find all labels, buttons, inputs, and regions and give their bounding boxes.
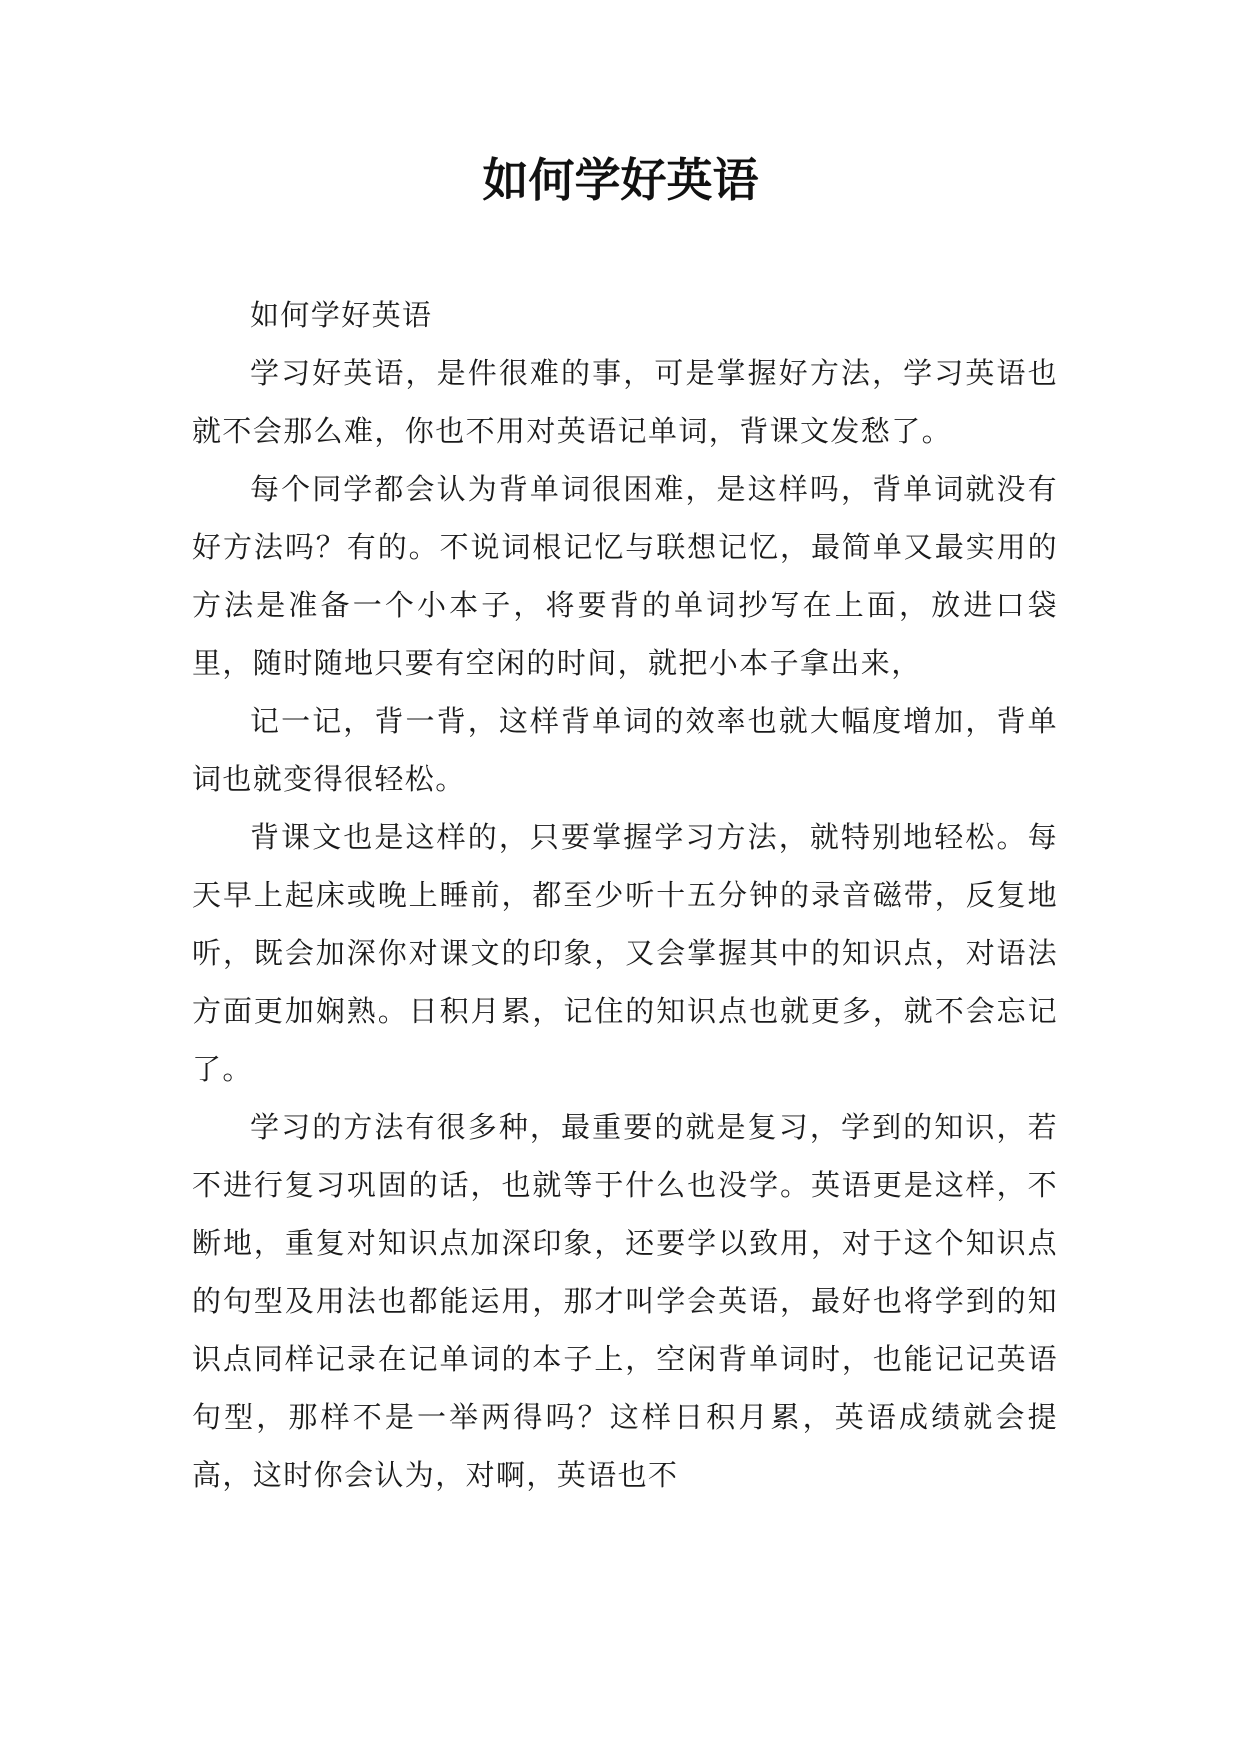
- paragraph: 每个同学都会认为背单词很困难，是这样吗，背单词就没有好方法吗？有的。不说词根记忆与联想记忆，最简单又最实用的方法是准备一个小本子，将要背的单词抄写在上面，放进口袋里，随时随地只要有空闲的时间，就把小本子拿出来，: [192, 472, 1058, 680]
- document-body: [192, 286, 1058, 1504]
- paragraph: 如何学好英语: [250, 298, 433, 332]
- document-title: 如何学好英语: [482, 153, 759, 207]
- paragraph: 学习好英语，是件很难的事，可是掌握好方法，学习英语也就不会那么难，你也不用对英语记单词，背课文发愁了。: [192, 356, 1058, 448]
- paragraph: 学习的方法有很多种，最重要的就是复习，学到的知识，若不进行复习巩固的话，也就等于什么也没学。英语更是这样，不断地，重复对知识点加深印象，还要学以致用，对于这个知识点的句型及用法也都能运用，那才叫学会英语，最好也将学到的知识点同样记录在记单词的本子上，空闲背单词时，也能记记英语句型，那样不是一举两得吗？这样日积月累，英语成绩就会提高，这时你会认为，对啊，英语也不: [192, 1110, 1058, 1492]
- paragraph: 背课文也是这样的，只要掌握学习方法，就特别地轻松。每天早上起床或晚上睡前，都至少听十五分钟的录音磁带，反复地听，既会加深你对课文的印象，又会掌握其中的知识点，对语法方面更加娴熟。日积月累，记住的知识点也就更多，就不会忘记了。: [192, 820, 1058, 1086]
- paragraph: 记一记，背一背，这样背单词的效率也就大幅度增加，背单词也就变得很轻松。: [192, 704, 1058, 796]
